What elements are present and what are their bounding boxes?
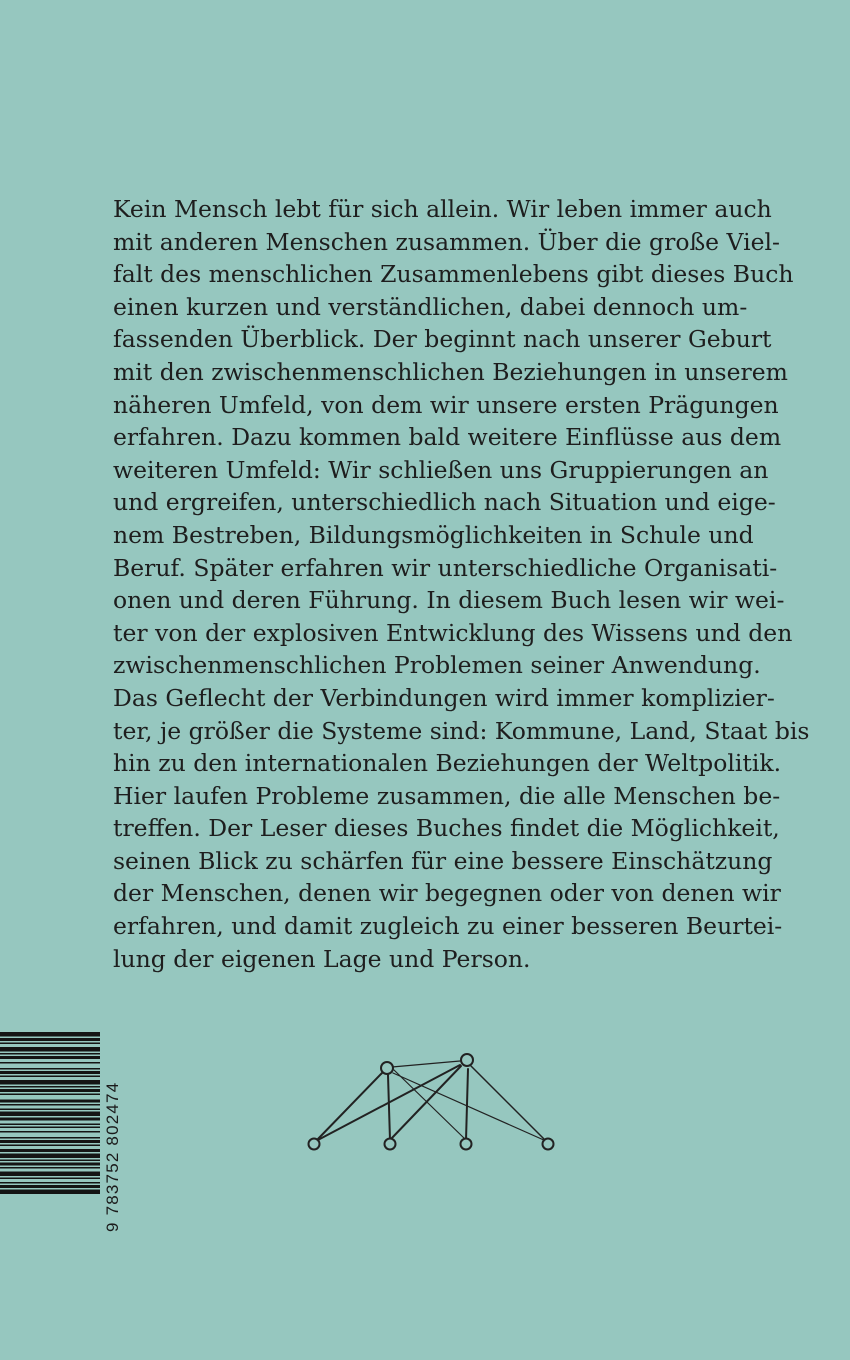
barcode-bar	[0, 1062, 100, 1064]
barcode-bar	[0, 1140, 100, 1143]
barcode-bar	[0, 1154, 100, 1159]
blurb-line: ter von der explosiven Entwicklung des Wissens und den	[113, 618, 793, 647]
barcode-bar	[0, 1163, 100, 1166]
edge	[466, 1069, 468, 1140]
blurb-line: näheren Umfeld, von dem wir unsere ersten Prägungen	[113, 390, 779, 419]
blurb-line: weiteren Umfeld: Wir schließen uns Gruppierungen an	[113, 455, 769, 484]
blurb-line: seinen Blick zu schärfen für eine bessere Einschätzung	[113, 846, 773, 875]
barcode-bar	[0, 1131, 100, 1133]
edge	[471, 1066, 546, 1141]
barcode-bar	[0, 1080, 100, 1085]
barcode-bar	[0, 1127, 100, 1129]
blurb-line: zwischenmenschlichen Problemen seiner Anwendung.	[113, 651, 761, 680]
node	[385, 1139, 396, 1150]
blurb-line: fassenden Überblick. Der beginnt nach unserer Geburt	[113, 325, 772, 354]
barcode-bar	[0, 1056, 100, 1059]
barcode	[0, 1030, 110, 1230]
barcode-bar	[0, 1167, 100, 1169]
barcode-bar	[0, 1182, 100, 1184]
blurb-line: Beruf. Später erfahren wir unterschiedliche Organisati-	[113, 553, 778, 582]
barcode-bar	[0, 1089, 100, 1092]
barcode-bar	[0, 1053, 100, 1055]
blurb-line: treffen. Der Leser dieses Buches findet die Möglichkeit,	[113, 814, 780, 843]
barcode-bar	[0, 1149, 100, 1152]
blurb-line: erfahren, und damit zugleich zu einer besseren Beurtei-	[113, 912, 783, 941]
edge	[393, 1073, 546, 1141]
barcode-bar	[0, 1145, 100, 1147]
blurb-line: mit anderen Menschen zusammen. Über die große Viel-	[113, 227, 780, 256]
barcode-bar	[0, 1047, 100, 1052]
node	[461, 1054, 473, 1066]
blurb-line: lung der eigenen Lage und Person.	[113, 944, 531, 973]
barcode-bar	[0, 1124, 100, 1126]
barcode-bar	[0, 1104, 100, 1106]
barcode-bar	[0, 1076, 100, 1078]
barcode-bar	[0, 1178, 100, 1180]
barcode-bar	[0, 1118, 100, 1121]
blurb-line: erfahren. Dazu kommen bald weitere Einflüsse aus dem	[113, 423, 782, 452]
blurb-line: und ergreifen, unterschiedlich nach Situation und eige-	[113, 488, 776, 517]
node	[461, 1139, 472, 1150]
barcode-bar	[0, 1112, 100, 1117]
blurb-text	[113, 193, 810, 975]
edge	[392, 1061, 460, 1067]
barcode-bar	[0, 1137, 100, 1139]
barcode-bar	[0, 1172, 100, 1177]
node	[309, 1139, 320, 1150]
blurb-line: der Menschen, denen wir begegnen oder von denen wir	[113, 879, 781, 908]
isbn-digits: 9 783752 802474	[103, 1081, 122, 1232]
barcode-bar	[0, 1068, 100, 1070]
barcode-bar	[0, 1185, 100, 1188]
network-diagram-icon	[300, 1045, 562, 1155]
blurb-line: onen und deren Führung. In diesem Buch lesen wir wei-	[113, 586, 785, 615]
barcode-bar	[0, 1094, 100, 1096]
blurb-line: nem Bestreben, Bildungsmöglichkeiten in Schule und	[113, 520, 754, 549]
blurb-line: mit den zwischenmenschlichen Beziehungen in unserem	[113, 357, 788, 386]
blurb-line: hin zu den internationalen Beziehungen der Weltpolitik.	[113, 749, 782, 778]
barcode-bar	[0, 1043, 100, 1045]
blurb-line: ter, je größer die Systeme sind: Kommune, Land, Staat bis	[113, 716, 810, 745]
barcode-bar	[0, 1100, 100, 1103]
blurb-line: falt des menschlichen Zusammenlebens gibt dieses Buch	[113, 260, 794, 289]
edge	[316, 1073, 382, 1141]
barcode-bar	[0, 1032, 100, 1037]
barcode-bar	[0, 1160, 100, 1162]
blurb-line: einen kurzen und verständlichen, dabei dennoch um-	[113, 292, 748, 321]
barcode-bar	[0, 1086, 100, 1088]
edge	[388, 1075, 390, 1140]
node	[381, 1062, 393, 1074]
barcode-bar	[0, 1038, 100, 1041]
node	[543, 1139, 554, 1150]
blurb-line: Kein Mensch lebt für sich allein. Wir leben immer auch	[113, 195, 772, 223]
barcode-bar	[0, 1109, 100, 1111]
blurb-line: Das Geflecht der Verbindungen wird immer komplizier-	[113, 683, 775, 712]
blurb-line: Hier laufen Probleme zusammen, die alle Menschen be-	[113, 781, 781, 810]
barcode-bars	[0, 1030, 110, 1230]
barcode-bar	[0, 1190, 100, 1195]
barcode-bar	[0, 1071, 100, 1074]
